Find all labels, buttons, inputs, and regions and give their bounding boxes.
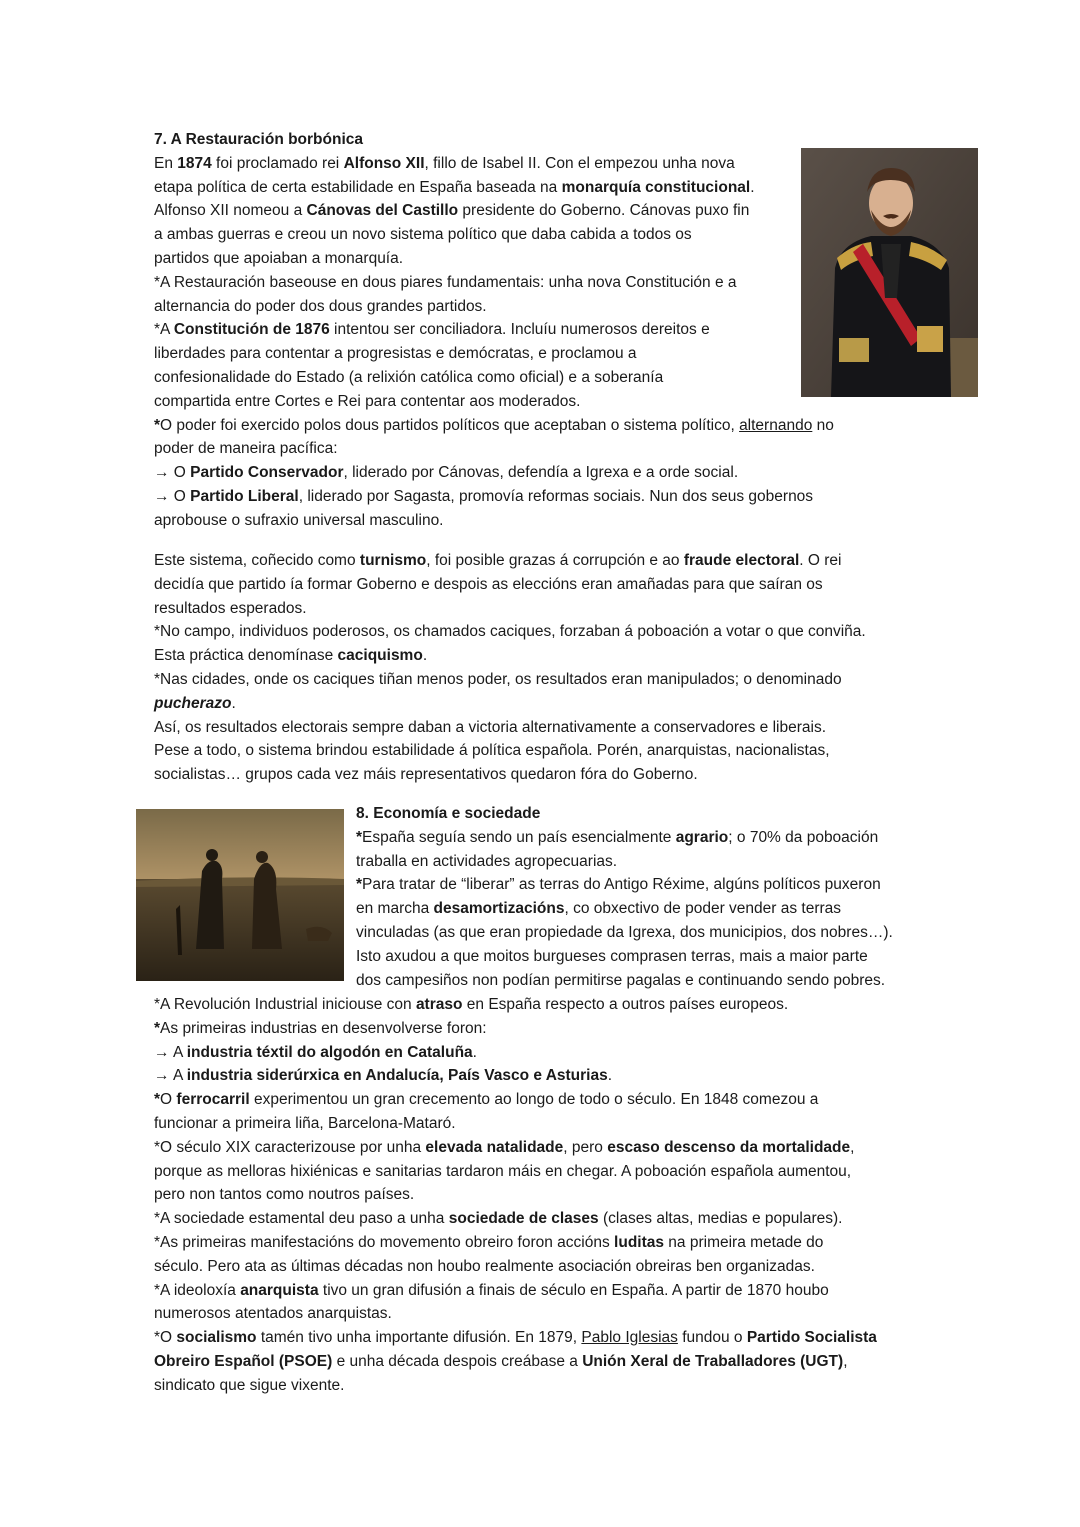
bold-text: * — [356, 876, 363, 894]
text-line — [154, 716, 924, 740]
text-line — [154, 437, 914, 461]
bold-text: industria siderúrxica en Andalucía, País Vasco e Asturias — [186, 1067, 608, 1085]
bold-text: industria téxtil do algodón en Cataluña — [186, 1043, 473, 1061]
bold-text: elevada natalidade — [425, 1138, 564, 1156]
text-line — [154, 271, 914, 295]
text-segment: pero non tantos como noutros países. — [154, 1186, 415, 1204]
bold-text: agrario — [675, 828, 729, 846]
text-segment: dos campesiños non podían permitirse pagalas e continuando sendo pobres. — [356, 971, 886, 989]
text-segment: vinculadas (as que eran propiedade da Igrexa, dos municipios, dos nobres…). — [356, 923, 893, 941]
text-line — [154, 176, 914, 200]
text-segment: traballa en actividades agropecuarias. — [356, 852, 618, 870]
text-segment: , foi posible grazas á corrupción e ao — [426, 552, 684, 569]
text-segment: Esta práctica denomínase — [154, 647, 338, 665]
text-segment: *A — [154, 321, 174, 339]
text-line — [154, 1112, 929, 1136]
bold-text: Partido Socialista — [746, 1329, 877, 1347]
bold-text: * — [356, 828, 363, 846]
text-segment: compartida entre Cortes e Rei para contentar aos moderados. — [154, 392, 581, 410]
text-segment: , fillo de Isabel II. Con el empezou unha nova — [424, 154, 735, 172]
bold-text: socialismo — [176, 1329, 257, 1347]
text-segment: socialistas… grupos cada vez máis representativos quedaron fóra do Goberno. — [154, 766, 698, 784]
text-line — [154, 390, 914, 414]
text-line — [154, 763, 924, 787]
text-line — [154, 318, 914, 342]
text-segment: . — [422, 647, 428, 665]
section-body — [154, 152, 914, 533]
text-line — [154, 1041, 929, 1065]
bold-text: anarquista — [240, 1281, 319, 1299]
text-segment: , pero — [563, 1138, 608, 1156]
section-economia-intro — [356, 802, 931, 992]
bold-text: luditas — [614, 1233, 664, 1251]
text-segment: porque as melloras hixiénicas e sanitarias tardaron máis en chegar. A poboación española aumentou, — [154, 1162, 852, 1180]
painting-image — [136, 809, 344, 981]
text-line — [154, 1136, 929, 1160]
bold-text: ferrocarril — [176, 1091, 250, 1109]
text-segment: , — [850, 1138, 855, 1156]
text-line — [154, 342, 914, 366]
text-line — [154, 1302, 929, 1326]
underlined-text: Pablo Iglesias — [581, 1329, 678, 1347]
text-segment: . — [231, 694, 236, 712]
bold-text: Alfonso XII — [343, 154, 425, 172]
text-segment: foi proclamado rei — [211, 154, 344, 172]
text-segment: , liderado por Cánovas, defendía a Igrexa e a orde social. — [343, 464, 739, 482]
text-segment: *No campo, individuos poderosos, os chamados caciques, forzaban á poboación a votar o que conviña. — [154, 623, 866, 641]
text-segment: decidía que partido ía formar Goberno e despois as eleccións eran amañadas para que saíran os — [154, 575, 823, 593]
text-line — [154, 1064, 929, 1088]
text-segment: a ambas guerras e creou un novo sistema político que daba cabida a todos os — [154, 226, 692, 244]
text-segment: → A — [154, 1043, 187, 1061]
text-segment: en marcha — [356, 900, 434, 918]
bold-text: caciquismo — [337, 647, 423, 665]
text-line — [154, 1207, 929, 1231]
text-segment: Isto axudou a que moitos burgueses comprasen terras, mais a maior parte — [356, 947, 868, 965]
text-segment: *A sociedade estamental deu paso a unha — [154, 1210, 449, 1228]
section-body — [356, 826, 931, 993]
text-segment: tamén tivo unha importante difusión. En 1879, — [256, 1329, 582, 1347]
text-segment: O — [160, 1091, 177, 1109]
text-line — [154, 1183, 929, 1207]
text-segment: tivo un gran difusión a finais de século en España. A partir de 1870 houbo — [318, 1281, 829, 1299]
text-segment: poder de maneira pacífica: — [154, 440, 338, 458]
text-line — [154, 223, 914, 247]
bold-text: atraso — [415, 996, 463, 1013]
bold-text: 1874 — [177, 154, 212, 172]
text-line — [356, 897, 931, 921]
bold-text: * — [154, 1091, 161, 1109]
text-segment: no — [812, 416, 834, 434]
bold-text: sociedade de clases — [448, 1210, 599, 1228]
text-segment: *Nas cidades, onde os caciques tiñan menos poder, os resultados eran manipulados; o denominado — [154, 670, 842, 688]
text-segment: . — [607, 1067, 613, 1085]
text-segment: e unha década despois creábase a — [332, 1352, 583, 1370]
text-segment: confesionalidade do Estado (a relixión católica como oficial) e a soberanía — [154, 368, 664, 386]
text-segment: , co obxectivo de poder vender as terras — [564, 900, 842, 918]
bold-text: Unión Xeral de Traballadores (UGT) — [582, 1352, 844, 1370]
text-segment: Pese a todo, o sistema brindou estabilidade á política española. Porén, anarquistas, nacionalistas, — [154, 742, 830, 760]
text-segment: Este sistema, coñecido como — [154, 552, 360, 569]
text-segment: na primeira metade do — [664, 1233, 824, 1251]
text-line — [154, 485, 914, 509]
bold-text: Constitución de 1876 — [173, 321, 330, 339]
text-line — [154, 152, 914, 176]
text-line — [154, 1088, 929, 1112]
text-segment: O poder foi exercido polos dous partidos políticos que aceptaban o sistema político, — [160, 416, 740, 434]
section-body — [154, 549, 924, 787]
text-segment: (clases altas, medias e populares). — [598, 1210, 843, 1228]
bold-text: Partido Conservador — [190, 464, 344, 482]
text-line — [154, 644, 924, 668]
text-segment: . O rei — [799, 552, 842, 569]
text-segment: experimentou un gran crecemento ao longo de todo o século. En 1848 comezou a — [249, 1091, 819, 1109]
text-line — [154, 1255, 929, 1279]
text-segment: Alfonso XII nomeou a — [154, 202, 307, 220]
bold-text: turnismo — [359, 552, 427, 569]
text-line — [154, 597, 924, 621]
underlined-text: alternando — [739, 416, 813, 434]
bold-text: Partido Liberal — [190, 487, 299, 505]
text-line — [154, 692, 924, 716]
text-line — [154, 247, 914, 271]
text-line — [154, 366, 914, 390]
text-line — [154, 461, 914, 485]
text-line — [356, 826, 931, 850]
text-segment: As primeiras industrias en desenvolverse foron: — [160, 1019, 487, 1037]
text-segment: alternancia do poder dos dous grandes partidos. — [154, 297, 487, 315]
text-line — [154, 199, 914, 223]
section-restauracion — [154, 128, 914, 533]
bold-text: Obreiro Español (PSOE) — [154, 1352, 333, 1370]
text-segment: resultados esperados. — [154, 599, 307, 617]
text-line — [154, 509, 914, 533]
text-line — [154, 414, 914, 438]
text-line — [154, 549, 924, 573]
text-line — [154, 295, 914, 319]
text-segment: → O — [154, 464, 191, 482]
bold-text: pucherazo — [154, 694, 232, 712]
section-title: 7. A Restauración borbónica — [154, 131, 364, 148]
text-segment: ; o 70% da poboación — [728, 828, 879, 846]
section-body — [154, 993, 929, 1398]
text-line — [154, 1160, 929, 1184]
text-segment: funcionar a primeira liña, Barcelona-Mataró. — [154, 1114, 456, 1132]
text-segment: fundou o — [677, 1329, 747, 1347]
text-segment: numerosos atentados anarquistas. — [154, 1305, 392, 1323]
text-line — [356, 850, 931, 874]
text-segment: , — [843, 1352, 848, 1370]
text-segment: liberdades para contentar a progresistas e demócratas, e proclamou a — [154, 345, 637, 363]
text-line — [154, 1231, 929, 1255]
text-segment: , liderado por Sagasta, promovía reformas sociais. Nun dos seus gobernos — [298, 487, 814, 505]
text-line — [154, 1374, 929, 1398]
bold-text: desamortizacións — [433, 900, 565, 918]
text-line — [154, 993, 929, 1017]
text-segment: *O — [154, 1329, 177, 1347]
text-line — [356, 921, 931, 945]
bold-text: monarquía constitucional — [561, 178, 751, 196]
text-segment: → A — [154, 1067, 187, 1085]
text-line — [154, 668, 924, 692]
text-segment: intentou ser conciliadora. Incluíu numerosos dereitos e — [329, 321, 710, 339]
text-line — [356, 873, 931, 897]
text-segment: *A ideoloxía — [154, 1281, 241, 1299]
text-segment: *O século XIX caracterizouse por unha — [154, 1138, 426, 1156]
text-segment: en España respecto a outros países europeos. — [462, 996, 789, 1013]
text-segment: sindicato que sigue vixente. — [154, 1376, 345, 1394]
text-segment: En — [154, 154, 178, 172]
section-title: 8. Economía e sociedade — [356, 805, 541, 822]
text-segment: partidos que apoiaban a monarquía. — [154, 249, 404, 267]
bold-text: escaso descenso da mortalidade — [607, 1138, 851, 1156]
angelus-painting — [136, 809, 344, 981]
text-line — [154, 620, 924, 644]
bold-text: * — [154, 416, 161, 434]
bold-text: fraude electoral — [683, 552, 800, 569]
text-segment: . — [472, 1043, 477, 1061]
text-segment: . — [750, 178, 755, 196]
text-line — [154, 739, 924, 763]
text-segment: presidente do Goberno. Cánovas puxo fin — [458, 202, 750, 220]
section-economia-body — [154, 993, 929, 1398]
text-segment: Así, os resultados electorais sempre daban a victoria alternativamente a conservadores e liberais. — [154, 718, 827, 736]
text-line — [356, 945, 931, 969]
text-line — [154, 1017, 929, 1041]
section-turnismo — [154, 549, 924, 787]
text-line — [154, 1279, 929, 1303]
text-segment: Para tratar de “liberar” as terras do Antigo Réxime, algúns políticos puxeron — [362, 876, 881, 894]
text-line — [154, 1326, 929, 1350]
text-line — [356, 969, 931, 993]
text-segment: → O — [154, 487, 191, 505]
text-segment: *A Restauración baseouse en dous piares fundamentais: unha nova Constitución e a — [154, 273, 737, 291]
text-segment: *A Revolución Industrial iniciouse con — [154, 996, 416, 1013]
text-segment: *As primeiras manifestacións do movemento obreiro foron accións — [154, 1233, 615, 1251]
text-segment: aprobouse o sufraxio universal masculino. — [154, 511, 444, 529]
text-line — [154, 573, 924, 597]
text-segment: século. Pero ata as últimas décadas non houbo realmente asociación obreiras ben organizadas. — [154, 1257, 815, 1275]
text-segment: España seguía sendo un país esencialmente — [362, 828, 676, 846]
bold-text: Cánovas del Castillo — [306, 202, 459, 220]
text-line — [154, 1350, 929, 1374]
text-segment: etapa política de certa estabilidade en España baseada na — [154, 178, 562, 196]
bold-text: * — [154, 1019, 161, 1037]
